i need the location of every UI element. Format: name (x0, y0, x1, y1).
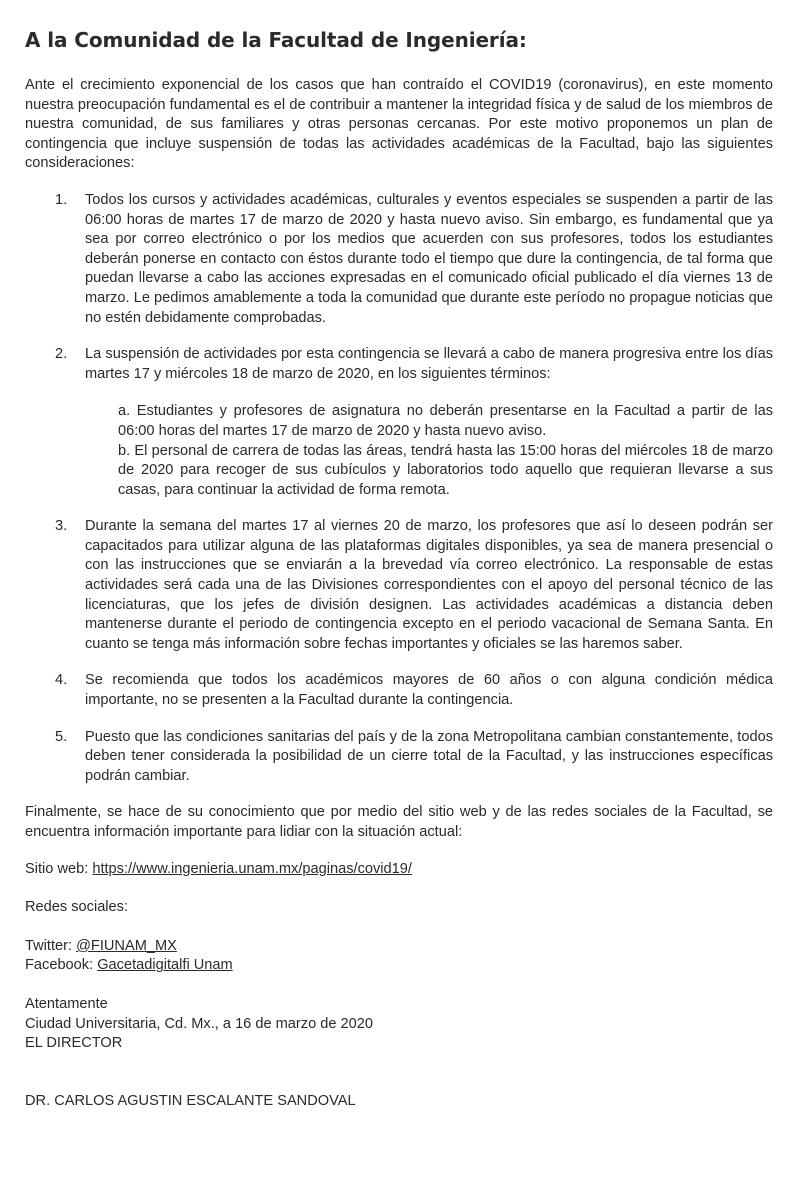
list-item-text: Durante la semana del martes 17 al viernes 20 de marzo, los profesores que así lo deseen podrán ser capacitados para utilizar alguna de las plataformas digitales disponibles, ya sea de manera presencial o con las instrucciones que se enviarán a la brevedad vía correo electrónico. La responsable de estas actividades será cada una de las Divisiones correspondientes con el apoyo del personal técnico de las licenciaturas, que los jefes de división designen. Las actividades académicas a distancia deben mantenerse durante el periodo de contingencia excepto en el periodo vacacional de Semana Santa. En cuanto se tenga más información sobre fechas importantes y oficiales se las haremos saber. (85, 518, 773, 652)
sub-item-b: b. El personal de carrera de todas las áreas, tendrá hasta las 15:00 horas del miércoles 18 de marzo de 2020 para recoger de sus cubículos y laboratorios todo aquello que requieran llevarse a sus casas, para continuar la actividad de forma remota. (118, 442, 773, 498)
facebook-label: Facebook: (25, 957, 98, 974)
spacer (25, 976, 773, 995)
list-item-4 (25, 671, 773, 710)
website-label: Sitio web: (25, 860, 93, 877)
twitter-label: Twitter: (25, 937, 77, 954)
spacer (25, 918, 773, 937)
list-item-5 (25, 728, 773, 787)
signoff: Atentamente (25, 995, 108, 1012)
facebook-line (25, 956, 773, 976)
closing-paragraph: Finalmente, se hace de su conocimiento que por medio del sitio web y de las redes sociales de la Facultad, se encuentra información importante para lidiar con la situación actual: (25, 804, 773, 840)
spacer (25, 879, 773, 898)
sub-list (85, 402, 773, 500)
signer-name: DR. CARLOS AGUSTIN ESCALANTE SANDOVAL (25, 1092, 356, 1109)
website-line (25, 860, 773, 880)
twitter-line (25, 937, 773, 957)
list-item-text: Se recomienda que todos los académicos mayores de 60 años o con alguna condición médica importante, no se presenten a la Facultad durante la contingencia. (85, 672, 773, 709)
facebook-link[interactable]: Gacetadigitalfi Unam (97, 957, 233, 974)
intro-paragraph: Ante el crecimiento exponencial de los casos que han contraído el COVID19 (coronavirus), en este momento nuestra preocupación fundamental es el de contribuir a mantener la integridad física y de salud de los miembros de nuestra comunidad, de sus familiares y otras personas cercanas. Por este motivo proponemos un plan de contingencia que incluye suspensión de todas las actividades académicas de la Facultad, bajo las siguientes consideraciones: (25, 77, 773, 172)
list-item-number: 5. (55, 728, 68, 745)
place-date: Ciudad Universitaria, Cd. Mx., a 16 de marzo de 2020 (25, 1015, 373, 1032)
list-item-text: Todos los cursos y actividades académicas, culturales y eventos especiales se suspenden a partir de las 06:00 horas de martes 17 de marzo de 2020 y hasta nuevo aviso. Sin embargo, es fundamental que ya sea por correo electrónico o por los medios que acuerden con sus profesores, todos los estudiantes deberán ponerse en contacto con éstos durante todo el tiempo que dure la contingencia, de tal forma que puedan llevarse a cabo las acciones expresadas en el comunicado oficial publicado el día viernes 13 de marzo. Le pedimos amablemente a toda la comunidad que durante este período no propague noticias que no estén debidamente comprobadas. (85, 191, 773, 326)
list-item-number: 4. (55, 672, 68, 689)
spacer (25, 1054, 773, 1092)
document-title: A la Comunidad de la Facultad de Ingeniería: (25, 28, 527, 52)
sub-item-a: a. Estudiantes y profesores de asignatura no deberán presentarse en la Facultad a partir de las 06:00 horas del martes 17 de marzo de 2020 y hasta nuevo aviso. (118, 403, 773, 439)
list-item-number: 2. (55, 346, 68, 363)
list-item-3 (25, 517, 773, 654)
considerations-list (25, 191, 773, 786)
document-body (25, 76, 773, 1111)
website-link[interactable]: https://www.ingenieria.unam.mx/paginas/covid19/ (92, 860, 412, 877)
social-heading: Redes sociales: (25, 899, 129, 916)
list-item-number: 1. (55, 191, 68, 208)
signer-role: EL DIRECTOR (25, 1035, 123, 1052)
list-item-2 (25, 345, 773, 500)
list-item-text: La suspensión de actividades por esta contingencia se llevará a cabo de manera progresiva entre los días martes 17 y miércoles 18 de marzo de 2020, en los siguientes términos: (85, 346, 773, 382)
list-item-text: Puesto que las condiciones sanitarias del país y de la zona Metropolitana cambian constantemente, todos deben tener considerada la posibilidad de un cierre total de la Facultad, y las instrucciones específicas podrán cambiar. (85, 728, 773, 784)
list-item-number: 3. (55, 518, 68, 535)
list-item-1 (25, 191, 773, 328)
twitter-link[interactable]: @FIUNAM_MX (76, 937, 177, 954)
